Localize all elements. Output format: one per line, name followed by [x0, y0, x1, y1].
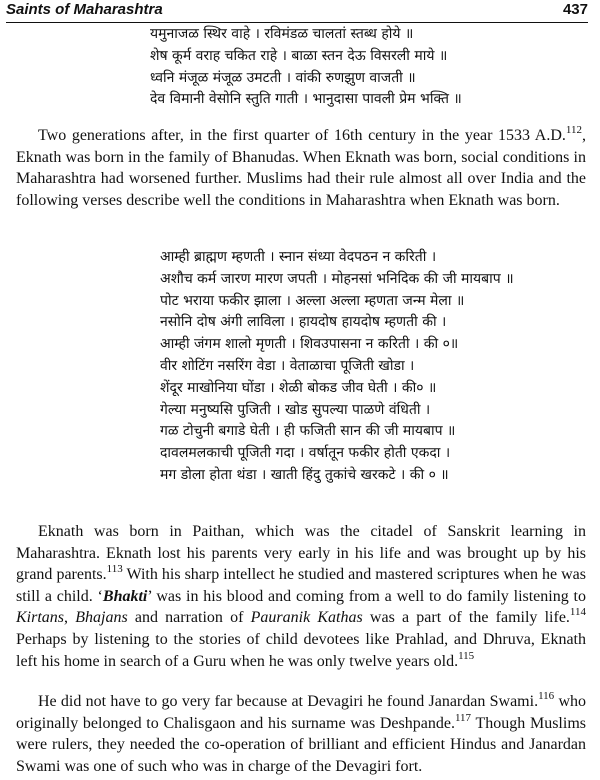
- paragraph-text: Two generations after, in the first quarter of 16th century in the year 1533 A.D.: [38, 127, 566, 144]
- verse-line: शेष कूर्म वराह चकित राहे । बाळा स्तन देऊ विसरली माये ॥: [150, 47, 448, 64]
- footnote-ref: 115: [458, 649, 475, 662]
- paragraph-text: Eknath was born in Paithan, which was the citadel of Sanskrit learning in Maharashtra. Eknath lost his parents very early in his life and was brought up by his grand parents.: [16, 523, 586, 584]
- verse-line: नसोनि दोष अंगी लाविला । हायदोष हायदोष म्हणती की ।: [160, 314, 447, 331]
- paragraph-janardan-swami: [16, 691, 586, 777]
- term-pauranik-kathas: Pauranik Kathas: [250, 609, 363, 627]
- paragraph-eknath-birth: [16, 125, 586, 211]
- paragraph-eknath-childhood: [16, 521, 586, 672]
- verse-block-conditions: [160, 247, 514, 487]
- term-bhajans: Bhajans: [75, 609, 128, 627]
- verse-line: आम्ही जंगम शालो मृणती । शिवउपासना न करिती । की ०॥: [160, 336, 459, 353]
- paragraph-text: Perhaps by listening to the stories of child devotees like Prahlad, and Dhruva, Eknath left his home in search of a Guru when he was only twelve years old.: [16, 630, 586, 670]
- running-title: Saints of Maharashtra: [6, 1, 163, 18]
- verse-block-bhanudas: [150, 24, 462, 111]
- paragraph-text: , Eknath was born in the family of Bhanudas. When Eknath was born, social conditions in Maharashtra had worsened further. Muslims had their rule almost all over India and the following verses describe well the conditions in Maharashtra when Eknath was born.: [16, 127, 586, 209]
- verse-line: यमुनाजळ स्थिर वाहे । रविमंडळ चालतां स्तब्ध होये ॥: [150, 26, 414, 42]
- paragraph-text: Though Muslims were rulers, they needed the co-operation of brilliant and efficient Hindus and Janardan Swami was one of such who was in charge of the Devagiri fort.: [16, 714, 586, 775]
- verse-line: पोट भराया फकीर झाला । अल्ला अल्ला म्हणता जन्म मेला ॥: [160, 292, 465, 309]
- term-kirtans: Kirtans: [16, 609, 65, 627]
- page-number: 437: [562, 1, 588, 18]
- paragraph-text: was a part of the family life.: [362, 609, 570, 627]
- paragraph-text: He did not have to go very far because at Devagiri he found Janardan Swami.: [38, 693, 539, 710]
- running-header: [6, 0, 588, 23]
- verse-line: मग डोला होता थंडा । खाती हिंदु तुकांचे खरकटे । की ० ॥: [160, 466, 449, 483]
- footnote-ref: 117: [454, 711, 472, 724]
- verse-line: ध्वनि मंजूळ मंजूळ उमटती । वांकी रुणझुण वाजती ॥: [150, 69, 416, 86]
- verse-line: दावलमलकाची पूजिती गदा । वर्षातून फकीर होती एकदा ।: [160, 445, 451, 462]
- footnote-ref: 113: [106, 563, 123, 576]
- paragraph-text: With his sharp intellect he studied and mastered scriptures when he was still a child. ‘: [16, 566, 587, 605]
- verse-line: गळ टोचुनी बगाडे घेती । ही फजिती सान की जी मायबाप ॥: [160, 423, 456, 440]
- verse-line: आम्ही ब्राह्मण म्हणती । स्नान संध्या वेदपठन न करिती ।: [160, 249, 437, 265]
- verse-line: वीर शोटिंग नसरिंग वेडा । वेताळाचा पूजिती खोडा ।: [160, 357, 415, 374]
- verse-line: शेंदूर माखोनिया घोंडा । शेळी बोकड जीव घेती । की० ॥: [160, 379, 437, 396]
- footnote-ref: 114: [569, 606, 587, 619]
- verse-line: अशौच कर्म जारण मारण जपती । मोहनसां भनिदिक की जी मायबाप ॥: [160, 270, 514, 287]
- term-bhakti: Bhakti: [102, 587, 148, 605]
- footnote-ref: 116: [538, 690, 555, 702]
- paragraph-text: and narration of: [127, 609, 251, 627]
- paragraph-text: who originally belonged to Chalisgaon and his surname was Deshpande.: [16, 693, 586, 732]
- footnote-ref: 112: [565, 124, 582, 136]
- paragraph-text: ’ was in his blood and coming from a well to do family listening to: [147, 587, 586, 605]
- verse-line: गेल्या मनुष्यसि पुजिती । खोड सुपल्या पाळणे वंधिती ।: [160, 401, 431, 418]
- paragraph-text: ,: [64, 609, 76, 627]
- verse-line: देव विमानी वेसोनि स्तुति गाती । भानुदासा पावली प्रेम भक्ति ॥: [150, 91, 462, 108]
